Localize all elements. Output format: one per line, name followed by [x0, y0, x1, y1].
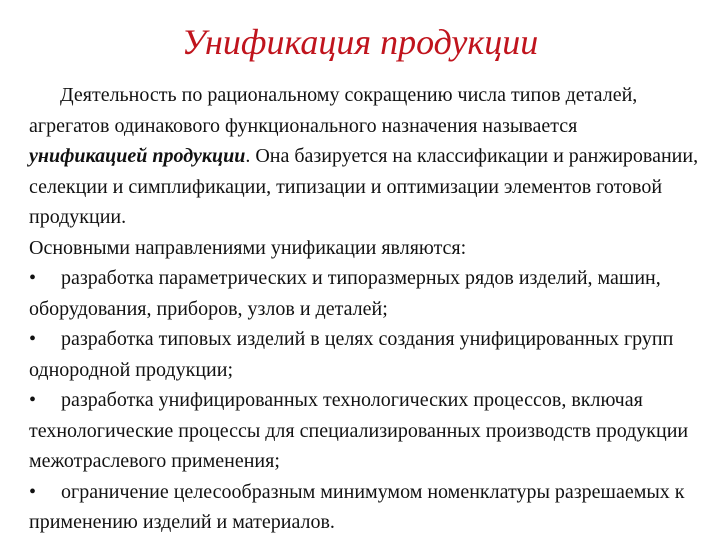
intro-term: унификацией продукции: [29, 145, 246, 167]
bullet-marker: •: [29, 480, 37, 503]
bullet-marker: •: [29, 328, 37, 350]
lead-text: Основными направлениями унификации являются:: [29, 236, 467, 259]
bullet-text: разработка унифицированных технологических процессов, включая технологические процессы для специализированных производств продукции межотраслевого применения;: [29, 389, 689, 472]
bullet-item-4: [29, 477, 699, 538]
bullet-item-1: [29, 263, 699, 324]
intro-text-after: . Она базируется на классификации и ранжировании, селекции и симплификации, типизации и оптимизации элементов готовой продукции.: [29, 145, 699, 228]
intro-text-before: Деятельность по рациональному сокращению числа типов деталей, агрегатов одинакового функционального назначения называется: [29, 84, 638, 137]
bullet-text: разработка типовых изделий в целях создания унифицированных групп однородной продукции;: [29, 328, 674, 381]
bullet-text: ограничение целесообразным минимумом номенклатуры разрешаемых к применению изделий и материалов.: [29, 480, 685, 533]
bullet-marker: •: [29, 267, 37, 289]
bullet-text: разработка параметрических и типоразмерных рядов изделий, машин, оборудования, приборов, узлов и деталей;: [29, 267, 661, 320]
slide-body: [29, 80, 699, 538]
intro-paragraph: [29, 80, 699, 233]
bullet-item-2: [29, 324, 699, 385]
bullet-marker: •: [29, 389, 37, 411]
slide-title: Унификация продукции: [181, 22, 539, 62]
bullet-item-3: [29, 385, 699, 477]
